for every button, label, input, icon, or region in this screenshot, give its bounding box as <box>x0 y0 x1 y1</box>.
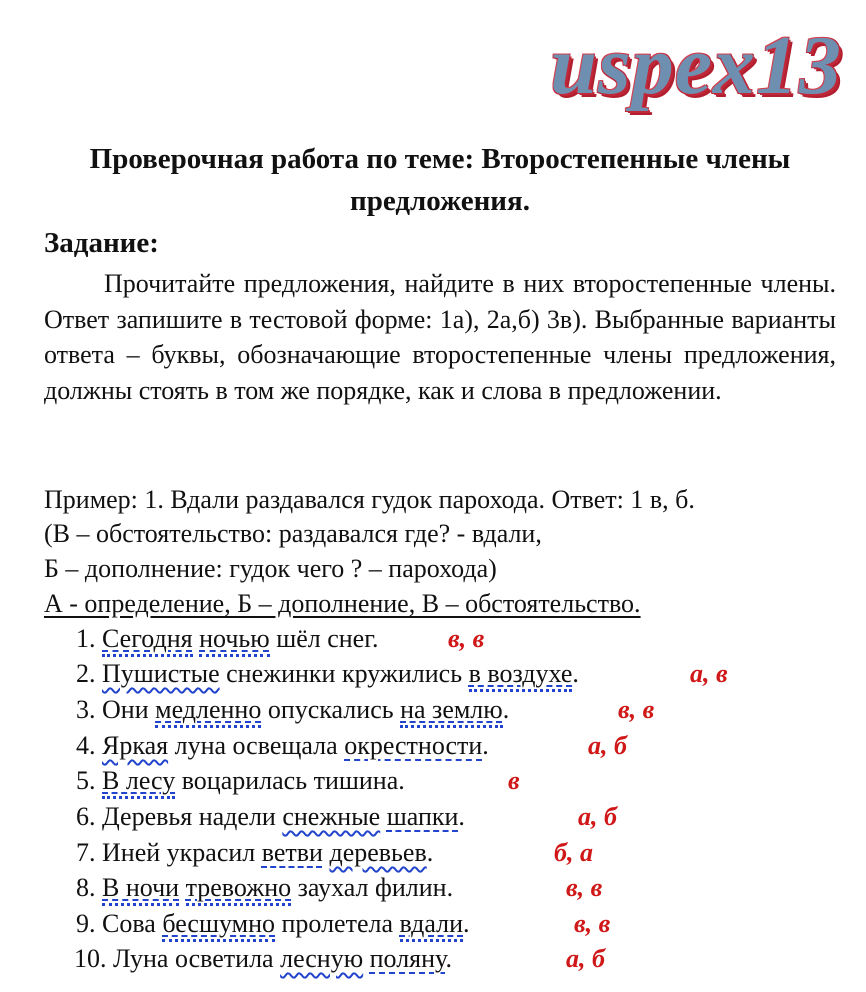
sentence-text: . <box>502 695 510 724</box>
sentence-text: воцарилась тишина. <box>175 766 405 795</box>
adverbial-marked-word: медленно <box>155 695 261 728</box>
sentence-text: снежинки кружились <box>219 659 469 688</box>
answer-label: в, в <box>566 873 603 902</box>
task-heading: Задание: <box>44 227 159 259</box>
sentence-item <box>76 836 433 870</box>
adverbial-marked-word: вдали <box>400 909 464 942</box>
adverbial-marked-word: в воздухе <box>469 659 573 692</box>
sentence-text: . <box>426 838 434 867</box>
adverbial-marked-word: на землю <box>400 695 503 728</box>
answer-label: б, а <box>554 838 593 867</box>
sentence-text: . <box>572 659 579 688</box>
watermark-logo: uspex13 <box>550 19 842 112</box>
sentence-text: . <box>482 731 489 760</box>
answer-label: а, б <box>566 944 605 973</box>
adverbial-marked-word: бесшумно <box>162 909 275 942</box>
attribute-marked-word: Яркая <box>102 731 169 760</box>
legend-line: А - определение, Б – дополнение, В – обстоятельство. <box>44 589 641 618</box>
adverbial-marked-word: В ночи <box>102 873 179 906</box>
item-number: 4. <box>76 731 102 760</box>
page-title: Проверочная работа по теме: Второстепенные члены предложения. <box>89 143 791 217</box>
sentence-text: шёл снег. <box>269 624 379 653</box>
sentence-item <box>76 693 509 727</box>
sentence-text: Деревья надели <box>102 802 283 831</box>
sentence-text: . <box>463 909 470 938</box>
sentence-item <box>76 657 579 691</box>
object-marked-word: ветви <box>261 838 323 867</box>
sentence-item <box>76 764 405 798</box>
sentence-item <box>76 622 378 656</box>
sentence-item <box>76 871 453 905</box>
sentence-text: заухал филин. <box>291 873 454 902</box>
item-number: 7. <box>76 838 102 867</box>
answer-label: в, в <box>448 624 485 653</box>
item-number: 1. <box>76 624 102 653</box>
sentence-text <box>179 873 186 902</box>
example-line-1: Пример: 1. Вдали раздавался гудок парохода. Ответ: 1 в, б. <box>44 485 695 514</box>
item-number: 3. <box>76 695 102 724</box>
sentence-text: Луна осветила <box>113 944 281 973</box>
adverbial-marked-word: Сегодня <box>102 624 193 657</box>
sentence-text: луна освещала <box>168 731 345 760</box>
item-number: 6. <box>76 802 102 831</box>
attribute-marked-word: Пушистые <box>102 659 220 688</box>
item-number: 2. <box>76 659 102 688</box>
adverbial-marked-word: тревожно <box>186 873 292 906</box>
sentence-item <box>76 800 465 834</box>
answer-label: а, в <box>690 659 728 688</box>
sentence-item <box>76 729 489 763</box>
sentence-item <box>74 942 452 976</box>
attribute-marked-word: лесную <box>280 944 364 973</box>
answer-label: а, б <box>578 802 617 831</box>
object-marked-word: окрестности <box>344 731 483 760</box>
sentence-text: пролетела <box>275 909 400 938</box>
object-marked-word: шапки <box>386 802 459 831</box>
sentence-item <box>76 907 470 941</box>
adverbial-marked-word: В лесу <box>102 766 175 799</box>
answer-label: в, в <box>574 909 611 938</box>
item-number: 9. <box>76 909 102 938</box>
answer-label: а, б <box>588 731 627 760</box>
attribute-marked-word: снежные <box>282 802 381 831</box>
item-number: 10. <box>74 944 113 973</box>
item-number: 8. <box>76 873 102 902</box>
sentence-text: . <box>445 944 452 973</box>
sentence-text: Они <box>102 695 156 724</box>
task-instruction: Прочитайте предложения, найдите в них второстепенные члены. Ответ запишите в тестовой форме: 1а), 2а,б) 3в). Выбранные варианты ответа – буквы, обозначающие второстепенные члены предложения, должны стоять в том же порядке, как и слова в предложении. <box>44 269 836 405</box>
example-line-3: Б – дополнение: гудок чего ? – парохода) <box>44 554 497 583</box>
attribute-marked-word: деревьев <box>329 838 427 867</box>
item-number: 5. <box>76 766 102 795</box>
answer-label: в, в <box>618 695 655 724</box>
answer-label: в <box>508 766 520 795</box>
example-line-2: (В – обстоятельство: раздавался где? - вдали, <box>44 519 542 548</box>
sentence-text: опускались <box>261 695 401 724</box>
sentence-text: Сова <box>102 909 163 938</box>
object-marked-word: поляну <box>369 944 446 973</box>
sentence-text: . <box>458 802 465 831</box>
sentence-text: Иней украсил <box>102 838 262 867</box>
adverbial-marked-word: ночью <box>199 624 270 657</box>
